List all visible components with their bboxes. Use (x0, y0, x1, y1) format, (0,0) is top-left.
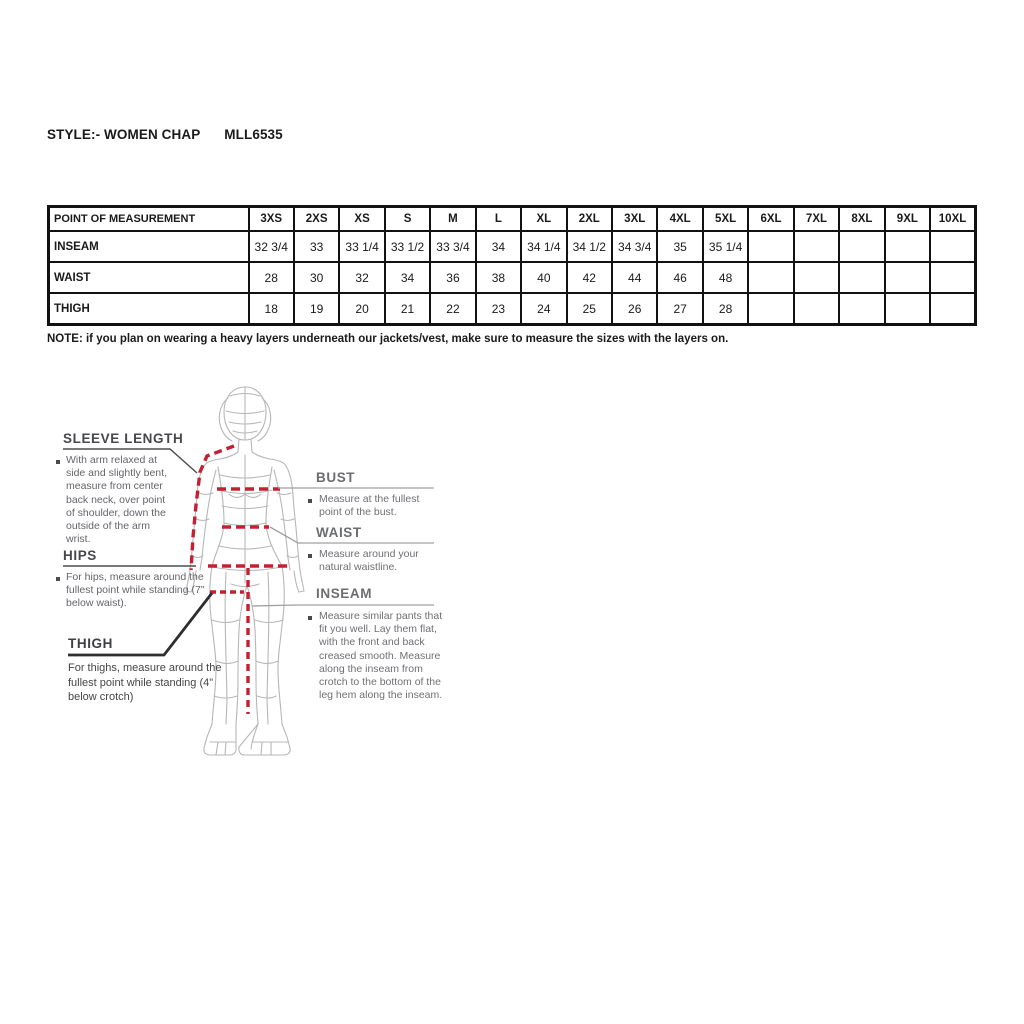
measurement-cell: 34 3/4 (612, 231, 657, 262)
bust-heading: BUST (316, 470, 356, 485)
measurement-cell: 23 (476, 293, 521, 325)
style-code: MLL6535 (224, 127, 283, 142)
measurement-cell: 22 (430, 293, 475, 325)
point-of-measurement-header: POINT OF MEASUREMENT (49, 207, 249, 232)
size-column-header-2xl: 2XL (567, 207, 612, 232)
measurement-cell: 30 (294, 262, 339, 293)
measurement-cell (839, 293, 884, 325)
measurement-cell: 44 (612, 262, 657, 293)
measurement-cell: 25 (567, 293, 612, 325)
size-column-header-6xl: 6XL (748, 207, 793, 232)
measurement-cell (748, 262, 793, 293)
measurement-cell: 34 1/2 (567, 231, 612, 262)
measurement-cell (839, 231, 884, 262)
bullet-square-icon (308, 499, 312, 503)
measurement-cell: 19 (294, 293, 339, 325)
bullet-square-icon (56, 577, 60, 581)
note-text: NOTE: if you plan on wearing a heavy layers underneath our jackets/vest, make sure to measure the sizes with the layers on. (47, 333, 729, 345)
measurement-cell (794, 293, 839, 325)
sleeve-length-text: With arm relaxed at side and slightly bent, measure from center back neck, over point of shoulder, down the outside of the arm wrist. (66, 454, 167, 546)
measurement-cell (930, 293, 975, 325)
measurement-cell: 34 (476, 231, 521, 262)
size-header-row (49, 207, 976, 232)
measurement-cell: 46 (657, 262, 702, 293)
row-label-thigh: THIGH (49, 293, 249, 325)
measurement-cell: 36 (430, 262, 475, 293)
style-label: STYLE:- WOMEN CHAP (47, 127, 201, 142)
measurement-cell: 42 (567, 262, 612, 293)
measurement-cell: 27 (657, 293, 702, 325)
measurement-cell: 35 1/4 (703, 231, 748, 262)
bullet-square-icon (308, 616, 312, 620)
bullet-square-icon (56, 460, 60, 464)
measurement-cell: 48 (703, 262, 748, 293)
measurement-cell: 21 (385, 293, 430, 325)
size-column-header-s: S (385, 207, 430, 232)
measurement-cell: 33 (294, 231, 339, 262)
sleeve-measure-line (191, 446, 234, 570)
size-column-header-2xs: 2XS (294, 207, 339, 232)
measurement-cell: 33 3/4 (430, 231, 475, 262)
size-column-header-3xs: 3XS (249, 207, 294, 232)
table-row-inseam (49, 231, 976, 262)
measurement-cell (748, 293, 793, 325)
hips-text: For hips, measure around the fullest point while standing (7" below waist). (66, 571, 205, 610)
page-title (47, 127, 283, 142)
thigh-text: For thighs, measure around the fullest point while standing (4" below crotch) (68, 662, 222, 703)
hips-heading: HIPS (63, 548, 97, 563)
measurement-cell (794, 231, 839, 262)
waist-text: Measure around your natural waistline. (319, 548, 419, 574)
size-column-header-10xl: 10XL (930, 207, 975, 232)
size-column-header-3xl: 3XL (612, 207, 657, 232)
table-row-waist (49, 262, 976, 293)
measurement-cell: 40 (521, 262, 566, 293)
size-column-header-8xl: 8XL (839, 207, 884, 232)
row-label-inseam: INSEAM (49, 231, 249, 262)
row-label-waist: WAIST (49, 262, 249, 293)
size-column-header-4xl: 4XL (657, 207, 702, 232)
size-column-header-m: M (430, 207, 475, 232)
size-column-header-xl: XL (521, 207, 566, 232)
inseam-text: Measure similar pants that fit you well. Lay them flat, with the front and back creased smooth. Measure along the inseam from crotch to the bottom of the leg hem along the inseam. (319, 610, 443, 702)
measurement-cell: 32 (339, 262, 384, 293)
bust-text: Measure at the fullest point of the bust. (319, 493, 420, 519)
measurement-cell: 24 (521, 293, 566, 325)
size-column-header-5xl: 5XL (703, 207, 748, 232)
measurement-cell: 33 1/4 (339, 231, 384, 262)
measurement-cell: 35 (657, 231, 702, 262)
measurement-cell: 32 3/4 (249, 231, 294, 262)
size-column-header-9xl: 9XL (885, 207, 930, 232)
bullet-square-icon (308, 554, 312, 558)
measurement-cell (839, 262, 884, 293)
measurement-cell: 28 (249, 262, 294, 293)
measurement-cell: 34 (385, 262, 430, 293)
measurement-cell: 18 (249, 293, 294, 325)
measurement-cell (885, 231, 930, 262)
measurement-cell: 38 (476, 262, 521, 293)
inseam-heading: INSEAM (316, 586, 373, 601)
measurement-cell (885, 293, 930, 325)
measurement-cell: 20 (339, 293, 384, 325)
measurement-cell (748, 231, 793, 262)
size-column-header-l: L (476, 207, 521, 232)
size-chart-table-container (47, 205, 977, 326)
measurement-cell: 34 1/4 (521, 231, 566, 262)
waist-heading: WAIST (316, 525, 362, 540)
size-column-header-7xl: 7XL (794, 207, 839, 232)
measurement-cell: 28 (703, 293, 748, 325)
measurement-cell (885, 262, 930, 293)
measurement-cell: 33 1/2 (385, 231, 430, 262)
table-row-thigh (49, 293, 976, 325)
sleeve-length-heading: SLEEVE LENGTH (63, 431, 184, 446)
measurement-cell (794, 262, 839, 293)
thigh-heading: THIGH (68, 636, 113, 651)
size-chart-table (47, 205, 977, 326)
measurement-cell: 26 (612, 293, 657, 325)
measurement-cell (930, 262, 975, 293)
measurement-cell (930, 231, 975, 262)
size-column-header-xs: XS (339, 207, 384, 232)
